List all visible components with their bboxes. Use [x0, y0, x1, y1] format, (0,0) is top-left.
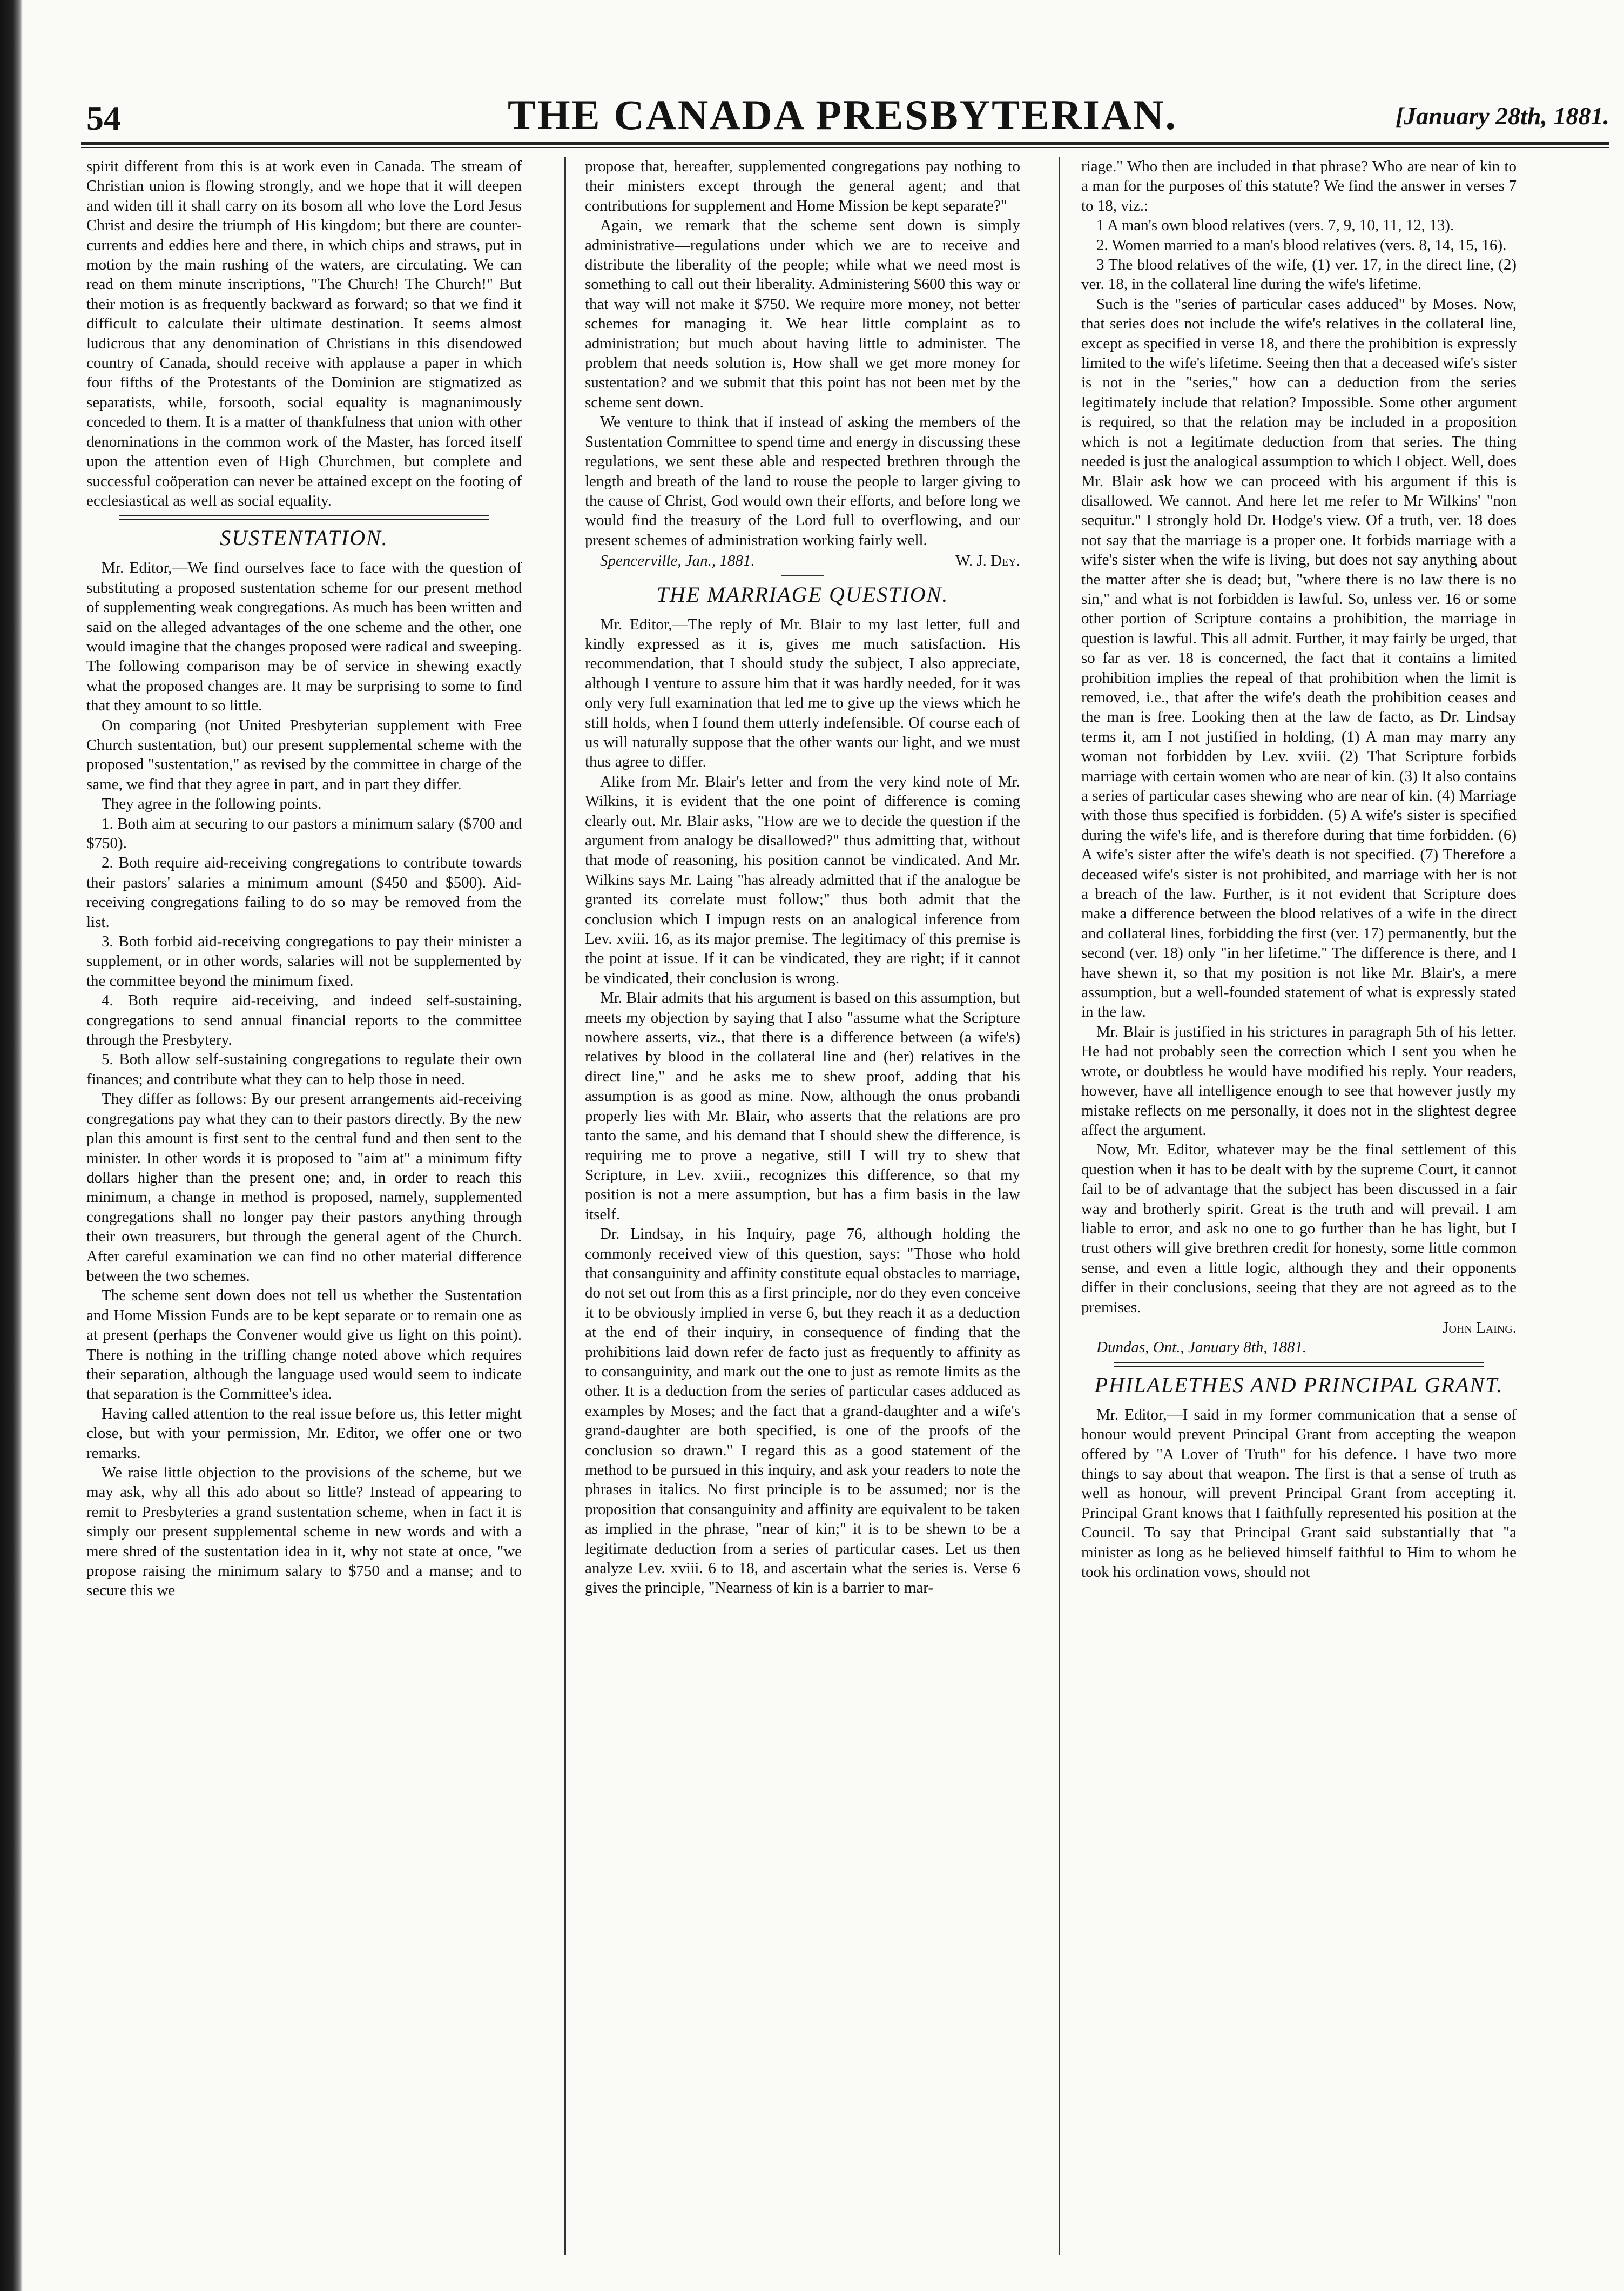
paragraph: Mr. Blair admits that his argument is based on this assumption, but meets my objection by saying that I also "assume what the Scripture nowhere asserts, viz., that there is a difference between (a wife's) relatives by blood in the collateral line and (her) relatives in the direct line," and he asks me to shew proof, adding that his assumption is as good as mine. Now, although the onus probandi properly lies with Mr. Blair, who asserts that the relations are pro tanto the same, and his demand that I should shew the difference, is requiring me to prove a negative, still I will try to shew that Scripture, in Lev. xviii., recognizes this difference, so that my position is not a mere assumption, but has a firm basis in the law itself.	[585, 989, 1020, 1223]
list-item: 5. Both allow self-sustaining congregations to regulate their own finances; and contribute what they can to help those in need.	[86, 1051, 522, 1088]
signature-line	[585, 551, 1020, 570]
paragraph: Alike from Mr. Blair's letter and from the very kind note of Mr. Wilkins, it is evident that the one point of difference is coming clearly out. Mr. Blair asks, "How are we to decide the question if the argument from analogy be disallowed?" thus admitting that, without that mode of reasoning, his position cannot be vindicated. And Mr. Wilkins says Mr. Laing "has already admitted that if the analogue be granted its correlate must follow;" thus both admit that the conclusion which I impugn rests on an analogical inference from Lev. xviii. 16, as its major premise. The legitimacy of this premise is the point at issue. If it can be vindicated, they are right; if it cannot be vindicated, their conclusion is wrong.	[585, 772, 1020, 987]
paragraph: They agree in the following points.	[102, 795, 322, 813]
column-divider	[564, 157, 566, 2255]
issue-date: [January 28th, 1881.	[1395, 102, 1609, 130]
column-3	[1081, 157, 1517, 1582]
section-title-philalethes: PHILALETHES AND PRINCIPAL GRANT.	[1094, 1372, 1504, 1397]
paragraph: riage." Who then are included in that phrase? Who are near of kin to a man for the purposes of this statute? We find the answer in verses 7 to 18, viz.:	[1081, 158, 1517, 214]
paragraph: They differ as follows: By our present arrangements aid-receiving congregations pay what they can to their pastors directly. By the new plan this amount is first sent to the central fund and then sent to the minister. In other words it is proposed to "aim at" a minimum fifty dollars higher than the present one; and, in order to reach this minimum, a change in method is proposed, namely, supplemented congregations shall no longer pay their pastors anything through their own treasurers, but through the general agent of the Church. After careful examination we can find no other material difference between the two schemes.	[86, 1090, 522, 1285]
page-header	[76, 91, 1609, 139]
signature-line	[1081, 1318, 1517, 1338]
section-divider	[119, 515, 489, 520]
paragraph: Having called attention to the real issue before us, this letter might close, but with your permission, Mr. Editor, we offer one or two remarks.	[86, 1405, 522, 1462]
signature-place: Spencerville, Jan., 1881.	[600, 552, 755, 570]
signature-author: W. J. Dey.	[955, 552, 1020, 570]
list-item: 3 The blood relatives of the wife, (1) ver. 17, in the direct line, (2) ver. 18, in the collateral line during the wife's lifetime.	[1081, 256, 1517, 293]
signature-author: John Laing.	[1443, 1319, 1517, 1336]
section-divider	[1114, 1362, 1484, 1367]
page-number: 54	[86, 99, 121, 137]
scan-edge-shadow	[0, 0, 23, 2291]
column-2	[585, 157, 1020, 1598]
section-title-marriage-question: THE MARRIAGE QUESTION.	[656, 582, 949, 607]
paragraph: Mr. Editor,—We find ourselves face to face with the question of substituting a proposed sustentation scheme for our present method of supplementing weak congregations. As much has been written and said on the alleged advantages of the one scheme and the other, one would imagine that the changes proposed were radical and sweeping. The following comparison may be of service in shewing exactly what the proposed changes are. It may be surprising to some to find that they amount to so little.	[86, 559, 522, 715]
short-divider	[781, 575, 824, 576]
paragraph: Mr. Editor,—I said in my former communication that a sense of honour would prevent Principal Grant from accepting the weapon offered by "A Lover of Truth" for his defence. I have two more things to say about that weapon. The first is that a sense of truth as well as honour, will prevent Principal Grant from accepting it. Principal Grant knows that I faithfully represented his position at the Council. To say that Principal Grant said substantially that "a minister as long as he believed himself faithful to Him to whom he took his ordination vows, should not	[1081, 1406, 1517, 1581]
list-item: 2. Both require aid-receiving congregations to contribute towards their pastors' salaries a minimum amount ($450 and $500). Aid-receiving congregations failing to do so may be removed from the list.	[86, 854, 522, 931]
list-item: 3. Both forbid aid-receiving congregations to pay their minister a supplement, or in other words, salaries will not be supplemented by the committee beyond the minimum fixed.	[86, 933, 522, 990]
paragraph: The scheme sent down does not tell us whether the Sustentation and Home Mission Funds are to be kept separate or to remain one as at present (perhaps the Convener would give us light on this point). There is nothing in the trifling change noted above which requires their separation, although the language used would seem to indicate that separation is the Committee's idea.	[86, 1287, 522, 1403]
dateline: Dundas, Ont., January 8th, 1881.	[1096, 1339, 1307, 1356]
paragraph: We raise little objection to the provisions of the scheme, but we may ask, why all this ado about so little? Instead of appearing to remit to Presbyteries a grand sustentation scheme, when in fact it is simply our present supplemental scheme in new words and with a mere shred of the sustentation idea in it, why not state at once, "we propose raising the minimum salary to $750 and a manse; and to secure this we	[86, 1464, 522, 1600]
masthead: THE CANADA PRESBYTERIAN.	[507, 91, 1178, 138]
paragraph: Mr. Editor,—The reply of Mr. Blair to my last letter, full and kindly expressed as it is, gives me much satisfaction. His recommendation, that I should study the subject, I also appreciate, although I venture to assure him that it was hardly needed, for it was only very full examination that led me to give up the views which he still holds, when I found them utterly indefensible. Of course each of us will naturally suppose that the other wants our light, and we must thus agree to differ.	[585, 615, 1020, 771]
list-item: 2. Women married to a man's blood relatives (vers. 8, 14, 15, 16).	[1096, 236, 1507, 254]
list-item: 4. Both require aid-receiving, and indeed self-sustaining, congregations to send annual financial reports to the committee through the Presbytery.	[86, 992, 522, 1049]
paragraph: We venture to think that if instead of asking the members of the Sustentation Committee to spend time and energy in discussing these regulations, we sent these able and respected brethren through the length and breath of the land to rouse the people to larger giving to the cause of Christ, God would own their efforts, and before long we would find the treasury of the Lord full to overflowing, and our present schemes of administration working fairly well.	[585, 413, 1020, 549]
paragraph: Dr. Lindsay, in his Inquiry, page 76, although holding the commonly received view of this question, says: "Those who hold that consanguinity and affinity constitute equal obstacles to marriage, do not set out from this as a first principle, nor do they even conceive it to be obviously implied in verse 6, but they reach it as a deduction at the end of their inquiry, in consequence of finding that the prohibitions laid down refer de facto just as frequently to affinity as to consanguinity, and mark out the one to just as remote limits as the other. It is a deduction from the series of particular cases adduced as examples by Moses; and the fact that a grand-daughter and a wife's grand-daughter are both specified, is one of the proofs of the conclusion so drawn." I regard this as a good statement of the method to be pursued in this inquiry, and ask your readers to note the phrases in italics. No first principle is to be assumed; nor is the proposition that consanguinity and affinity are equivalent to be taken as implied in the phrase, "near of kin;" it is to be shewn to be a legitimate deduction from a series of particular cases. Let us then analyze Lev. xviii. 6 to 18, and ascertain what the series is. Verse 6 gives the principle, "Nearness of kin is a barrier to mar-	[585, 1225, 1020, 1597]
list-item: 1. Both aim at securing to our pastors a minimum salary ($700 and $750).	[86, 815, 522, 852]
paragraph: Such is the "series of particular cases adduced" by Moses. Now, that series does not include the wife's relatives in the collateral line, except as specified in verse 18, and there the prohibition is expressly limited to the wife's lifetime. Seeing then that a deceased wife's sister is not in the "series," how can a deduction from the series legitimately include that relation? Impossible. Some other argument is required, so that the relation may be included in a proposition which is not a legitimate deduction from that series. The thing needed is just the analogical assumption to which I object. Well, does Mr. Blair ask how we can proceed with his argument if this is disallowed. We cannot. And here let me refer to Mr Wilkins' "non sequitur." I strongly hold Dr. Hodge's view. Of a truth, ver. 18 does not say that the marriage is a proper one. It forbids marriage with a wife's sister when the wife is living, but does not say anything about the matter after she is dead; but, "where there is no law there is no sin," and what is not forbidden is lawful. So, unless ver. 16 or some other portion of Scripture contains a prohibition, the marriage in question is lawful. This all admit. Further, it may fairly be urged, that so far as ver. 18 is concerned, the fact that it contains a limited prohibition implies the repeal of that prohibition when the limit is removed, i.e., that after the wife's death the prohibition ceases and the man is free. Looking then at the law de facto, as Dr. Lindsay terms it, am I not justified in holding, (1) A man may marry any woman not forbidden by Lev. xviii. (2) That Scripture forbids marriage with certain women who are near of kin. (3) It also contains a series of particular cases shewing who are near of kin. (4) Marriage with those thus specified is forbidden. (5) A wife's sister is specified during the wife's life, and is therefore during that time forbidden. (6) A wife's sister after the wife's death is not specified. (7) Therefore a deceased wife's sister is not prohibited, and marriage with her is not a breach of the law. Further, is it not evident that Scripture does make a difference between the blood relatives of a wife in the direct and collateral lines, forbidding the first (ver. 17) permanently, but the second (ver. 18) only "in her lifetime." The difference is there, and I have shewn it, so that my position is not like Mr. Blair's, a mere assumption, but a well-founded statement of what is expressly stated in the law.	[1081, 295, 1517, 1021]
paragraph: Again, we remark that the scheme sent down is simply administrative—regulations under which we are to receive and distribute the liberality of the people; while what we need most is something to call out their liberality. Administering $600 this way or that way will not make it $750. We require more money, not better schemes for managing it. We hear little complaint as to administration; but much about having little to administer. The problem that needs solution is, How shall we get more money for sustentation? and we submit that this point has not been met by the scheme sent down.	[585, 217, 1020, 411]
paragraph: On comparing (not United Presbyterian supplement with Free Church sustentation, but) our present supplemental scheme with the proposed "sustentation," as revised by the committee in charge of the same, we find that they agree in part, and in part they differ.	[86, 716, 522, 793]
paragraph: Now, Mr. Editor, whatever may be the final settlement of this question when it has to be dealt with by the supreme Court, it cannot fail to be of advantage that the subject has been discussed in a fair way and brotherly spirit. Great is the truth and will prevail. I am liable to error, and ask no one to go further than he has light, but I trust others will give brethren credit for honesty, some little common sense, and even a little logic, although they and their opponents differ in their conclusions, seeing that they are not agreed as to the premises.	[1081, 1141, 1517, 1316]
paragraph: Mr. Blair is justified in his strictures in paragraph 5th of his letter. He had not probably seen the correction which I sent you when he wrote, or doubtless he would have modified his reply. Your readers, however, have all intelligence enough to see that however justly my mistake reflects on me personally, it does not in the slightest degree affect the argument.	[1081, 1023, 1517, 1139]
article-continuation: spirit different from this is at work even in Canada. The stream of Christian union is flowing strongly, and we hope that it will deepen and widen till it shall carry on its bosom all who love the Lord Jesus Christ and desire the triumph of His kingdom; but there are counter-currents and eddies here and there, in which chips and straws, put in motion by the main rushing of the waters, are circulating. We can read on them minute inscriptions, "The Church! The Church!" But their motion is as frequently backward as forward; so that we find it difficult to calculate their ultimate destination. It seems almost ludicrous that any denomination of Christians in this disendowed country of Canada, should receive with applause a paper in which four fifths of the Protestants of the Dominion are stigmatized as separatists, while, forsooth, social equality is magnanimously conceded to them. It is a matter of thankfulness that union with other denominations in the common work of the Master, has forced itself upon the attention even of High Churchmen, but complete and successful coöperation can never be attained except on the footing of ecclesiastical as well as social equality.	[86, 158, 522, 509]
section-title-sustentation: SUSTENTATION.	[220, 526, 388, 550]
paragraph: propose that, hereafter, supplemented congregations pay nothing to their ministers except through the general agent; and that contributions for supplement and Home Mission be kept separate?"	[585, 158, 1020, 214]
header-rule	[81, 142, 1609, 148]
column-1	[86, 157, 522, 1601]
column-divider	[1059, 157, 1060, 2255]
list-item: 1 A man's own blood relatives (vers. 7, 9, 10, 11, 12, 13).	[1096, 217, 1454, 234]
